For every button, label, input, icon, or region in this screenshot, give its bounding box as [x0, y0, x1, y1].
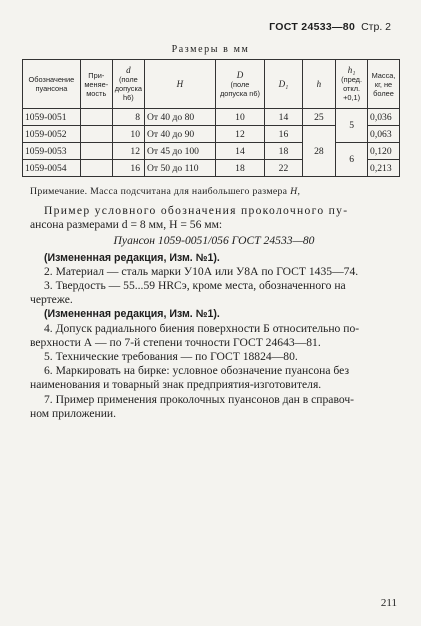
header-D1: D₁: [265, 60, 302, 109]
cell-D1: 14: [265, 109, 302, 126]
designation-example: Пуансон 1059-0051/056 ГОСТ 24533—80: [113, 234, 315, 248]
cell-h-group-1: 25: [302, 109, 336, 126]
header-D: D (поле допуска n6): [215, 60, 265, 109]
cell-d: 12: [112, 143, 144, 160]
cell-H: От 40 до 80: [144, 109, 215, 126]
note-symbol: H,: [290, 186, 301, 197]
cell-applicability: [80, 109, 112, 126]
cell-h1-group-1: 5: [336, 109, 368, 143]
cell-h1-group-2: 6: [336, 143, 368, 177]
cell-mass: 0,036: [368, 109, 400, 126]
cell-mass: 0,213: [368, 160, 400, 177]
cell-mass: 0,063: [368, 126, 400, 143]
example-line-1: Пример условного обозначения проколочного пу-: [44, 204, 349, 217]
cell-designation: 1059-0052: [23, 126, 81, 143]
page-header: [269, 21, 391, 33]
header-h: h: [302, 60, 336, 109]
cell-D: 14: [215, 143, 265, 160]
edit-note-1: (Измененная редакция, Изм. №1).: [44, 251, 220, 264]
cell-H: От 40 до 90: [144, 126, 215, 143]
table-caption: Размеры в мм: [171, 44, 250, 55]
cell-D: 10: [215, 109, 265, 126]
table-row: [23, 109, 400, 126]
example-line-2: ансона размерами d = 8 мм, H = 56 мм:: [30, 218, 223, 232]
cell-H: От 45 до 100: [144, 143, 215, 160]
table-header-row: [23, 60, 400, 109]
cell-mass: 0,120: [368, 143, 400, 160]
item-5: 5. Технические требования — по ГОСТ 18824—80.: [44, 350, 298, 364]
table-note: [30, 186, 300, 197]
cell-h-group-2: 28: [302, 126, 336, 177]
cell-d: 8: [112, 109, 144, 126]
header-applicability: При-меняе-мость: [80, 60, 112, 109]
cell-designation: 1059-0051: [23, 109, 81, 126]
note-text: Масса подсчитана для наибольшего размера: [90, 186, 288, 197]
cell-designation: 1059-0054: [23, 160, 81, 177]
table-row: [23, 143, 400, 160]
cell-D1: 22: [265, 160, 302, 177]
document-body: [30, 204, 398, 421]
cell-D: 12: [215, 126, 265, 143]
item-3-line-1: 3. Твердость — 55...59 HRCэ, кроме места, обозначенного на: [44, 279, 346, 293]
cell-D1: 16: [265, 126, 302, 143]
header-designation: Обозначение пуансона: [23, 60, 81, 109]
note-label: Примечание.: [30, 186, 88, 197]
item-4-line-2: верхности А — по 7-й степени точности ГОСТ 24643—81.: [30, 335, 321, 349]
item-3-line-2: чертеже.: [30, 293, 73, 307]
cell-applicability: [80, 160, 112, 177]
header-mass: Масса, кг, не более: [368, 60, 400, 109]
cell-designation: 1059-0053: [23, 143, 81, 160]
header-d: d (поле допуска h6): [112, 60, 144, 109]
gost-number: ГОСТ 24533—80: [269, 21, 356, 33]
item-6-line-1: 6. Маркировать на бирке: условное обозначение пуансона без: [44, 364, 350, 378]
cell-d: 16: [112, 160, 144, 177]
cell-applicability: [80, 126, 112, 143]
item-2: 2. Материал — сталь марки У10А или У8А по ГОСТ 1435—74.: [44, 264, 359, 278]
cell-d: 10: [112, 126, 144, 143]
edit-note-2: (Измененная редакция, Изм. №1).: [44, 308, 220, 321]
cell-D: 18: [215, 160, 265, 177]
cell-applicability: [80, 143, 112, 160]
item-6-line-2: наименования и товарный знак предприятия-изготовителя.: [30, 378, 322, 392]
cell-H: От 50 до 110: [144, 160, 215, 177]
cell-D1: 18: [265, 143, 302, 160]
item-7-line-2: ном приложении.: [30, 406, 117, 420]
item-4-line-1: 4. Допуск радиального биения поверхности Б относительно по-: [44, 321, 360, 335]
page-number: 211: [380, 597, 397, 609]
item-7-line-1: 7. Пример применения проколочных пуансонов дан в справоч-: [44, 392, 355, 406]
page-label: Стр. 2: [361, 21, 391, 33]
header-h1: h₁ (пред. откл. +0,1): [336, 60, 368, 109]
header-H: H: [144, 60, 215, 109]
dimensions-table: [22, 59, 400, 177]
